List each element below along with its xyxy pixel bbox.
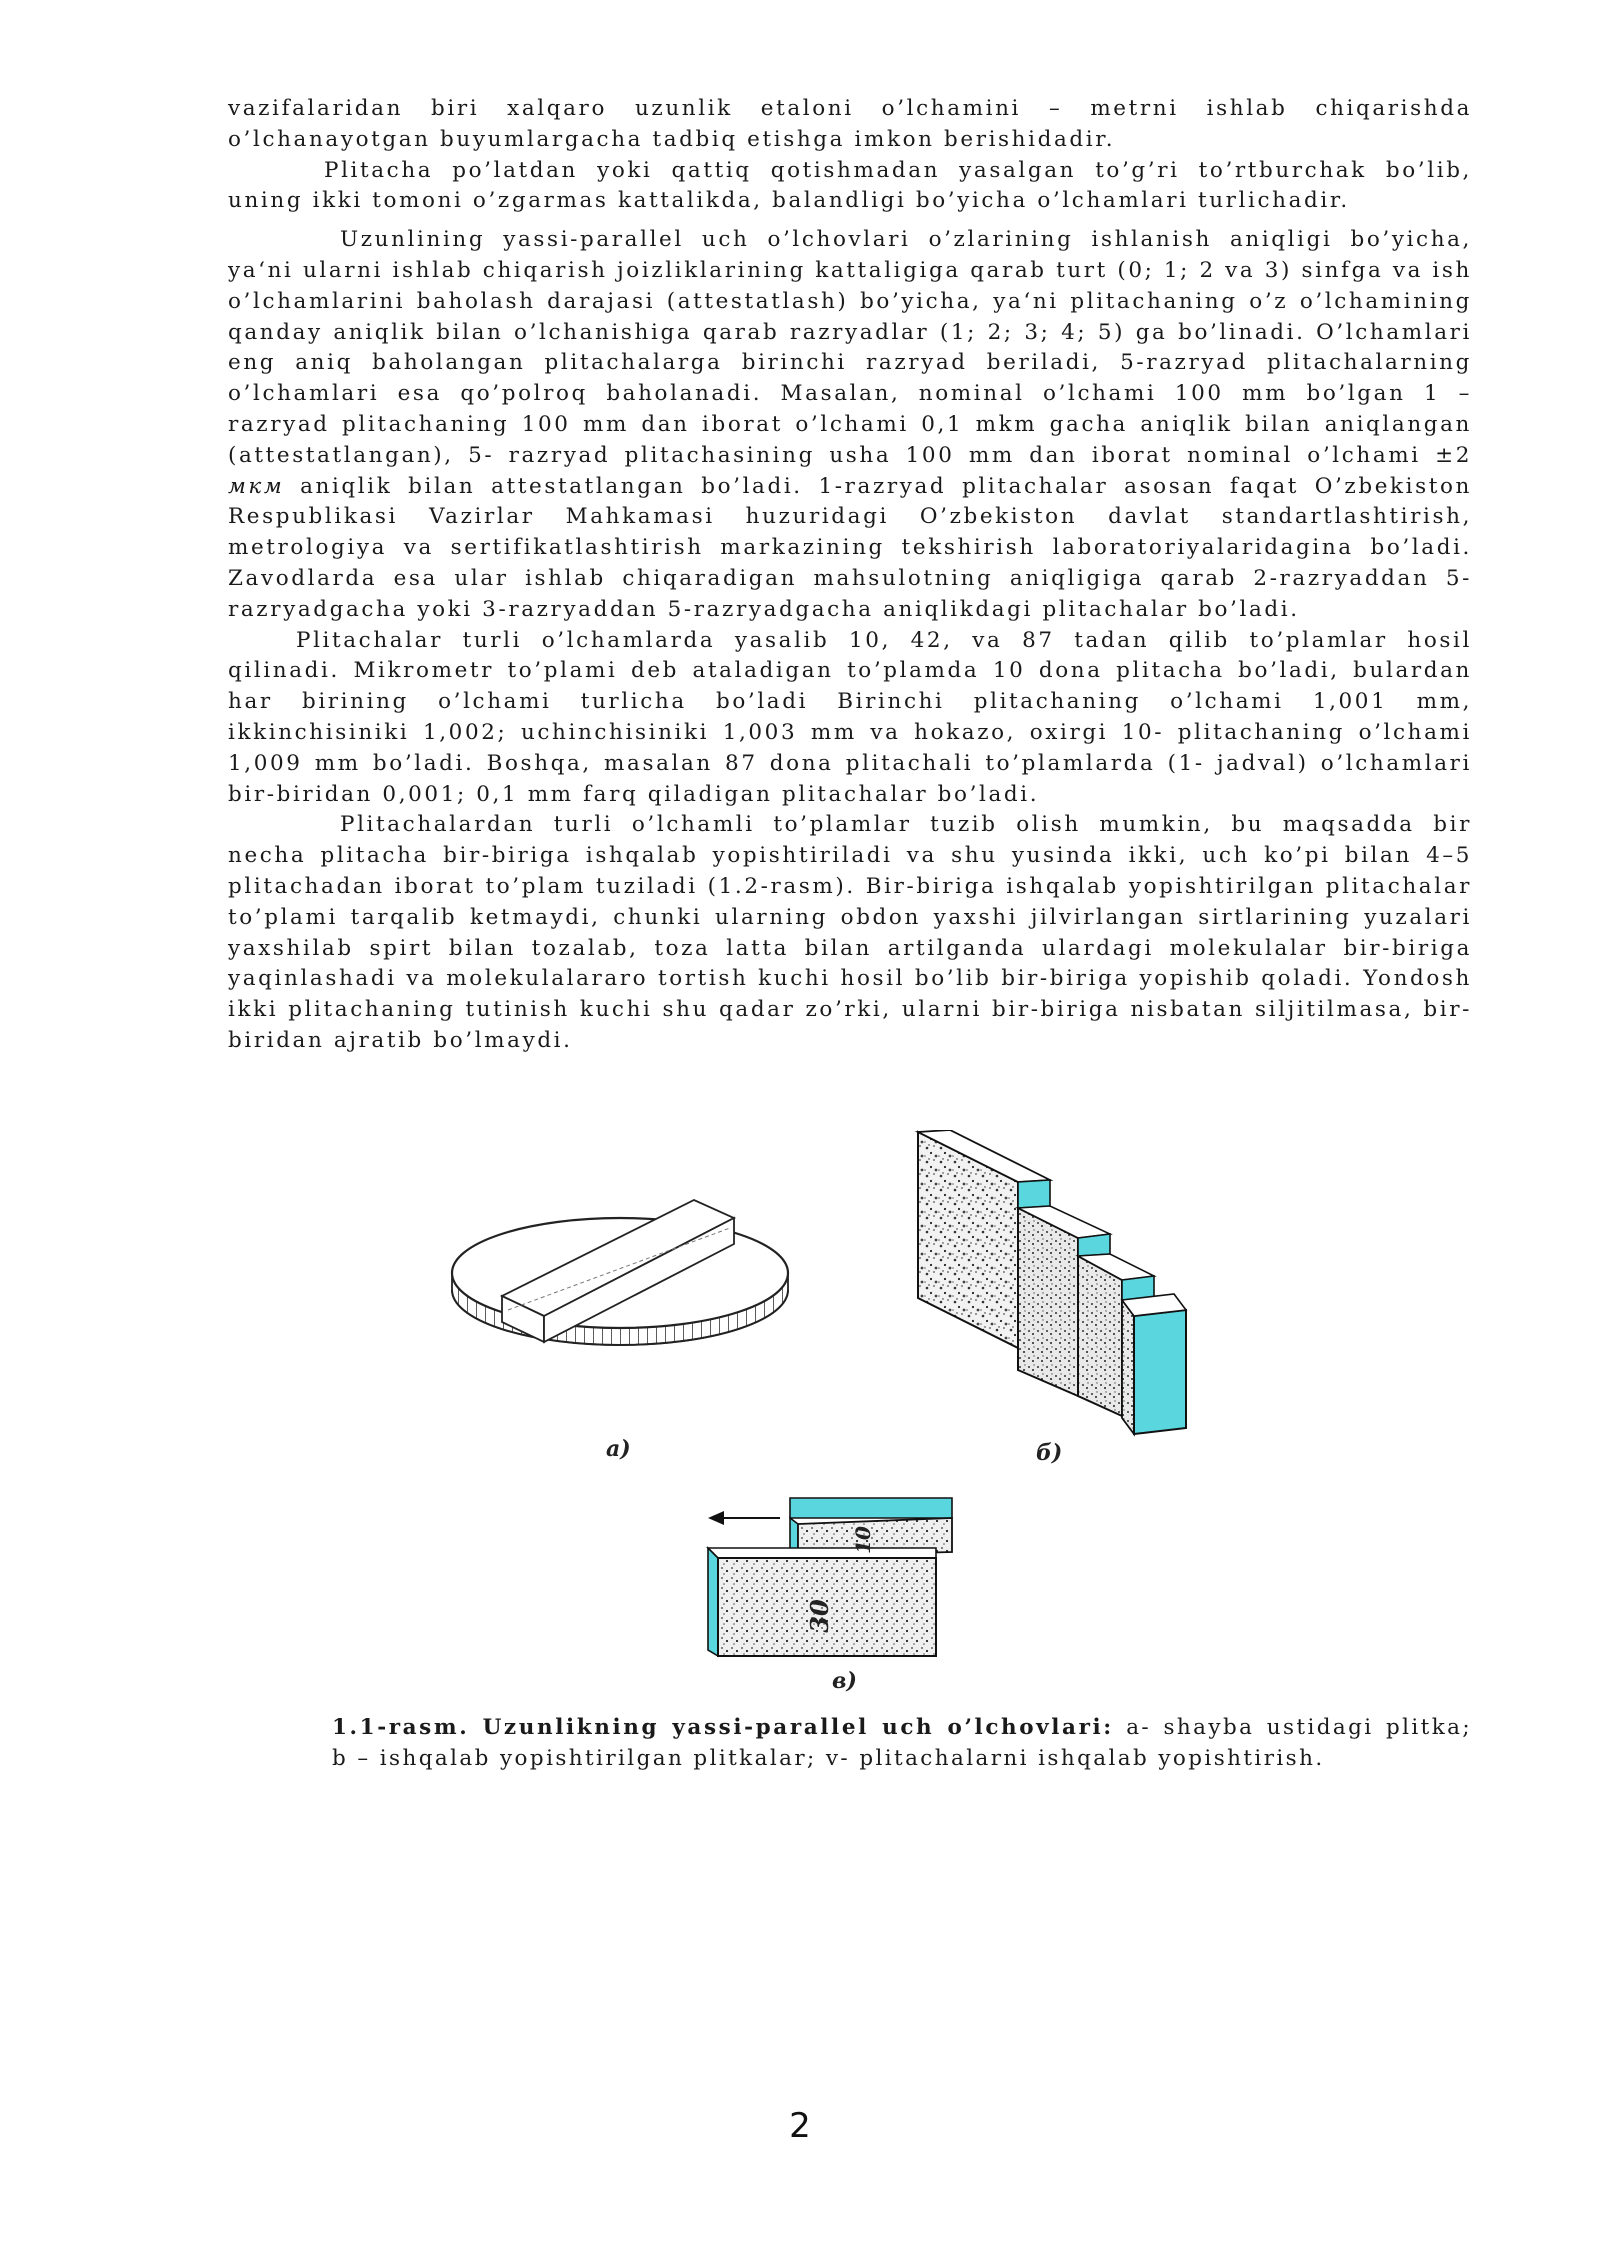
paragraph-toplamlar: Plitachalar turli o’lchamlarda yasalib 10, 42, va 87 tadan qilib to’plamlar hosil qilinadi. Mikrometr to’plami deb ataladigan to’plamda 10 dona plitacha bo’ladi, bulardan har birining o’lchami turlicha bo’ladi Birinchi plitachaning o’lchami 1,001 mm, ikkinchisiniki 1,002; uchinchisiniki 1,003 mm va hokazo, oxirgi 10- plitachaning o’lchami 1,009 mm bo’ladi. Boshqa, masalan 87 dona plitachali to’plamlarda (1- jadval) o’lchamlari bir-biridan 0,001; 0,1 mm farq qiladigan plitachalar bo’ladi. [228, 627, 1472, 807]
figure-v-label: в) [832, 1668, 857, 1694]
figure-b-stacked-blocks [910, 1130, 1230, 1440]
figure-v-wringing-blocks [700, 1496, 970, 1662]
caption-body: a- shayba ustidagi plitka; b – ishqalab yopishtirilgan plitkalar; v- plitachalarni ishqalab yopishtirish. [332, 1715, 1472, 1771]
paragraph-razryad-part1: Uzunlining yassi-parallel uch o’lchovlari o’zlarining ishlanish aniqligi bo’yicha, ya‘ni ularni ishlab chiqarish joizliklarining kattaligiga qarab turt (0; 1; 2 va 3) sinfga va ish o’lchamlarini baholash darajasi (attestatlash) bo’yicha, ya‘ni plitachaning o’z o’lchamining qanday aniqlik bilan o’lchanishiga qarab razryadlar (1; 2; 3; 4; 5) ga bo’linadi. O’lchamlari eng aniq baholangan plitachalarga birinchi razryad beriladi, 5-razryad plitachalarning o’lchamlari esa qo’polroq baholanadi. Masalan, nominal o’lchami 100 mm bo’lgan 1 – razryad plitachaning 100 mm dan iborat o’lchami 0,1 mkm gacha aniqlik bilan aniqlangan (attestatlangan), 5- razryad plitachasining usha 100 mm dan iborat nominal o’lchami ±2 [228, 227, 1472, 468]
paragraph-plitacha: Plitacha po’latdan yoki qattiq qotishmadan yasalgan to’g’ri to’rtburchak bo’lib, uning ikki tomoni o’zgarmas kattalikda, balandligi bo’yicha o’lchamlari turlichadir. [228, 157, 1472, 214]
caption-title: 1.1-rasm. Uzunlikning yassi-parallel uch o’lchovlari: [332, 1715, 1114, 1740]
figure-b-label: б) [1036, 1440, 1063, 1466]
figure-a-washer-with-block [440, 1170, 800, 1380]
unit-mkm: мкм [228, 473, 285, 499]
figure-a-label: а) [606, 1436, 631, 1462]
dimension-10: 10 [851, 1526, 875, 1554]
figure-caption [332, 1712, 1472, 1774]
paragraph-continuation: vazifalaridan biri xalqaro uzunlik etaloni o’lchamini – metrni ishlab chiqarishda o’lchanayotgan buyumlargacha tadbiq etishga imkon berishidadir. [228, 96, 1472, 152]
paragraph-razryad [228, 225, 1472, 625]
dimension-30: 30 [805, 1599, 834, 1633]
paragraph-razryad-part2: aniqlik bilan attestatlangan bo’ladi. 1-razryad plitachalar asosan faqat O’zbekiston Respublikasi Vazirlar Mahkamasi huzuridagi O’zbekiston davlat standartlashtirish, metrologiya va sertifikatlashtirish markazining tekshirish laboratoriyalaridagina bo’ladi. Zavodlarda esa ular ishlab chiqaradigan mahsulotning aniqligiga qarab 2-razryaddan 5-razryadgacha yoki 3-razryaddan 5-razryadgacha aniqlikdagi plitachalar bo’ladi. [228, 473, 1472, 622]
body-text [228, 94, 1472, 1057]
paragraph-yopishtirish: Plitachalardan turli o’lchamli to’plamlar tuzib olish mumkin, bu maqsadda bir necha plitacha bir-biriga ishqalab yopishtiriladi va shu yusinda ikki, uch ko’pi bilan 4–5 plitachadan iborat to’plam tuziladi (1.2-rasm). Bir-biriga ishqalab yopishtirilgan plitachalar to’plami tarqalib ketmaydi, chunki ularning obdon yaxshi jilvirlangan sirtlarining yuzalari yaxshilab spirt bilan tozalab, toza latta bilan artilganda ulardagi molekulalar bir-biriga yaqinlashadi va molekulalararo tortish kuchi hosil bo’lib bir-biriga yopishib qoladi. Yondosh ikki plitachaning tutinish kuchi shu qadar zo’rki, ularni bir-biriga nisbatan siljitilmasa, bir-biridan ajratib bo’lmaydi. [228, 812, 1472, 1053]
page-number: 2 [789, 2106, 811, 2146]
